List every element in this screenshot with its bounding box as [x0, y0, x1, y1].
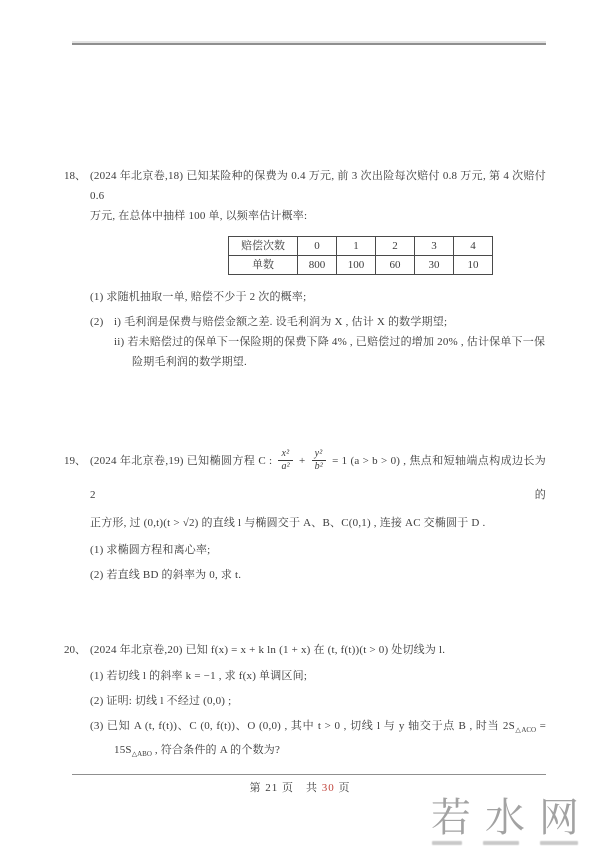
problem-20-item-2: (2) 证明: 切线 l 不经过 (0,0) ; — [90, 695, 232, 707]
watermark-subtext-bar — [432, 841, 462, 845]
problem-19-item-2: (2) 若直线 BD 的斜率为 0, 求 t. — [90, 569, 242, 581]
problem-18-item-2-ii-line-2: 险期毛利润的数学期望. — [132, 356, 247, 368]
problem-20 — [64, 640, 546, 764]
equals-sign: = — [536, 720, 546, 732]
problem-18-item-2-label: (2) — [90, 316, 104, 328]
header-divider — [72, 43, 546, 45]
table-cell: 单数 — [229, 256, 298, 275]
watermark-char: 网 — [539, 796, 579, 840]
problem-18-item-2-ii-line-1: ii) 若未赔偿过的保单下一保险期的保费下降 4% , 已赔偿过的增加 20% , 估计保单下一保 — [114, 336, 546, 348]
problem-20-number: 20、 — [64, 644, 86, 656]
problem-20-item-3-text: 15S — [114, 744, 132, 756]
problem-19-pre-text: (2024 年北京卷,19) 已知椭圆方程 C : — [90, 455, 273, 467]
fraction-x2-a2 — [278, 449, 292, 472]
problem-18 — [64, 166, 546, 372]
problem-18-text-line-1: (2024 年北京卷,18) 已知某险种的保费为 0.4 万元, 前 3 次出险每次赔付 0.8 万元, 第 4 次赔付 0.6 — [90, 170, 546, 202]
footer-page-suffix: 页 — [334, 782, 351, 794]
problem-19 — [64, 444, 546, 585]
problem-19-number: 19、 — [64, 455, 86, 467]
triangle-aco-subscript: △ACO — [514, 726, 537, 734]
watermark-subtext-bar — [483, 841, 519, 845]
watermark-text — [424, 796, 586, 840]
fraction-denominator: b² — [314, 460, 323, 472]
table-cell: 赔偿次数 — [229, 237, 298, 256]
problem-19-text-line-2: 正方形, 过 (0,t)(t > √2) 的直线 l 与椭圆交于 A、B、C(0,1) , 连接 AC 交椭圆于 D . — [90, 517, 486, 529]
footer-total-label: 共 — [294, 782, 322, 794]
plus-sign: + — [299, 455, 306, 467]
table-cell: 800 — [298, 256, 337, 275]
problem-20-item-3-text: (3) 已知 A (t, f(t))、C (0, f(t))、O (0,0) , 其中 t > 0 , 切线 l 与 y 轴交于点 B , 时当 2S — [90, 720, 515, 732]
problem-20-text-line-1: (2024 年北京卷,20) 已知 f(x) = x + k ln (1 + x) 在 (t, f(t))(t > 0) 处切线为 l. — [90, 644, 446, 656]
insurance-frequency-table — [228, 236, 493, 275]
table-cell: 4 — [454, 237, 493, 256]
table-cell: 10 — [454, 256, 493, 275]
table-cell: 3 — [415, 237, 454, 256]
triangle-abo-subscript: △ABO — [131, 750, 152, 758]
table-cell: 1 — [337, 237, 376, 256]
problem-19-item-1: (1) 求椭圆方程和离心率; — [90, 544, 211, 556]
fraction-y2-b2 — [312, 449, 326, 472]
page-footer — [0, 780, 600, 796]
watermark-subtext — [424, 841, 586, 845]
ruoshui-watermark — [424, 796, 586, 845]
footer-total-pages: 30 — [321, 782, 335, 794]
watermark-subtext-bar — [540, 841, 578, 845]
fraction-numerator: x² — [278, 449, 292, 461]
problem-18-item-1: (1) 求随机抽取一单, 赔偿不少于 2 次的概率; — [90, 291, 307, 303]
footer-divider — [72, 774, 546, 775]
footer-page-label: 第 21 页 — [249, 782, 294, 794]
problem-18-item-2 — [90, 312, 546, 332]
table-cell: 60 — [376, 256, 415, 275]
table-cell: 2 — [376, 237, 415, 256]
fraction-denominator: a² — [281, 460, 290, 472]
problem-20-item-3-line-2 — [90, 740, 546, 764]
table-row-header — [229, 237, 493, 256]
problem-19-text-line-1 — [90, 444, 546, 512]
watermark-char: 水 — [485, 796, 525, 840]
table-cell: 100 — [337, 256, 376, 275]
table-cell: 30 — [415, 256, 454, 275]
watermark-char: 若 — [431, 796, 471, 840]
table-cell: 0 — [298, 237, 337, 256]
problem-18-item-2-i: i) 毛利润是保费与赔偿金额之差. 设毛利润为 X , 估计 X 的数学期望; — [114, 316, 448, 328]
problem-20-item-3-text: , 符合条件的 A 的个数为? — [151, 744, 281, 756]
problem-18-number: 18、 — [64, 170, 86, 182]
problem-20-item-3-line-1 — [90, 716, 546, 740]
problem-20-item-1: (1) 若切线 l 的斜率 k = −1 , 求 f(x) 单调区间; — [90, 670, 308, 682]
table-row-values — [229, 256, 493, 275]
problem-19-post-text: = 1 (a > b > 0) , 焦点和短轴端点构成边长为 2 的 — [90, 455, 547, 501]
problem-18-text-line-2: 万元, 在总体中抽样 100 单, 以频率估计概率: — [90, 210, 308, 222]
fraction-numerator: y² — [312, 449, 326, 461]
